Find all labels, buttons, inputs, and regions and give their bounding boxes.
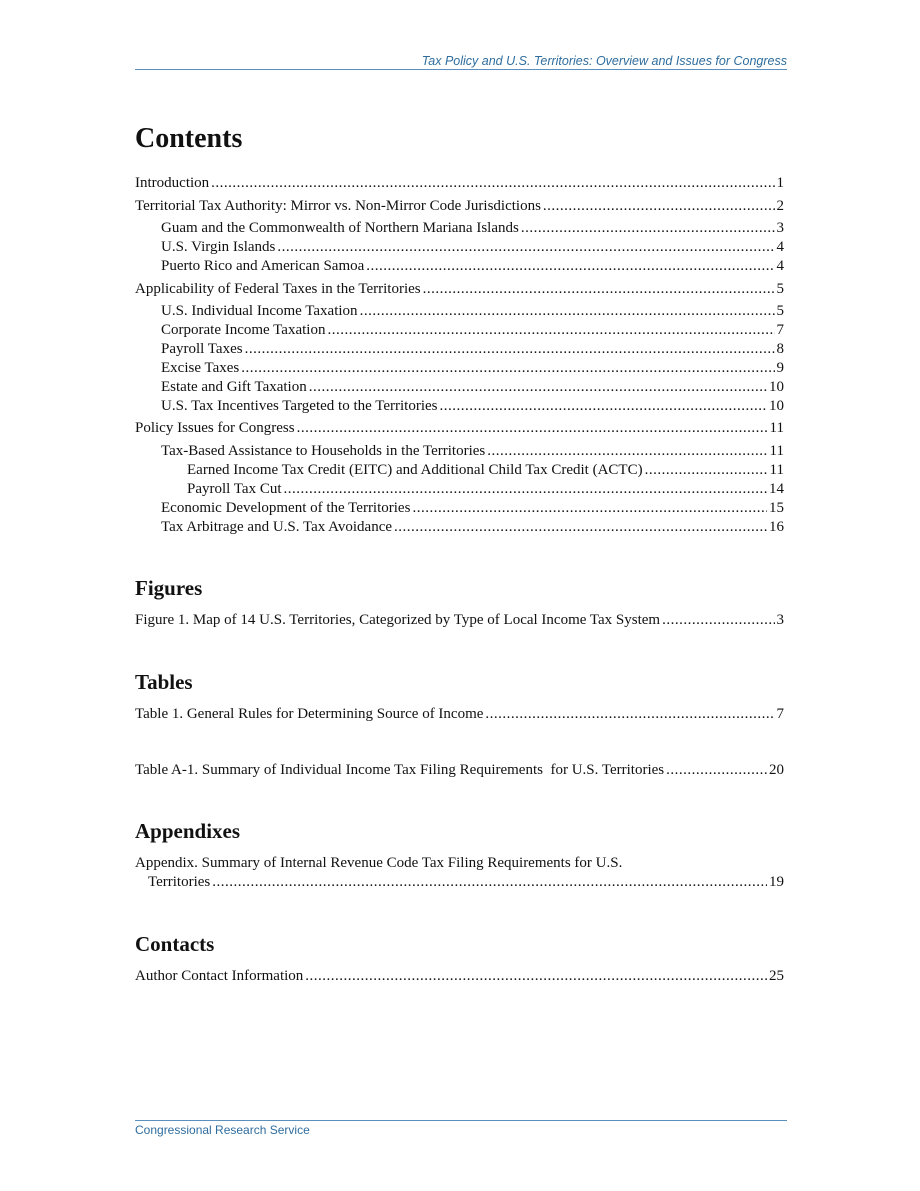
appendixes-heading: Appendixes bbox=[135, 819, 241, 843]
dot-leader bbox=[412, 499, 767, 518]
toc-entry-estate-gift[interactable] bbox=[161, 378, 784, 397]
toc-entry-label: Territories bbox=[148, 874, 211, 890]
toc-entry-label: Introduction bbox=[135, 175, 210, 191]
toc-entry-appendix[interactable] bbox=[148, 873, 784, 892]
toc-entry-page: 8 bbox=[776, 341, 784, 357]
toc-entry-label: Tax-Based Assistance to Households in the Territories bbox=[161, 443, 486, 459]
toc-entry-label: Estate and Gift Taxation bbox=[161, 379, 307, 395]
toc-entry-label: U.S. Individual Income Taxation bbox=[161, 303, 358, 319]
toc-entry-label: Earned Income Tax Credit (EITC) and Additional Child Tax Credit (ACTC) bbox=[187, 462, 643, 478]
toc-entry-appendix-line1[interactable]: Appendix. Summary of Internal Revenue Code Tax Filing Requirements for U.S. bbox=[135, 855, 623, 871]
dot-leader bbox=[241, 359, 774, 378]
toc-entry-page: 11 bbox=[769, 420, 784, 436]
dot-leader bbox=[662, 611, 774, 630]
figures-heading: Figures bbox=[135, 576, 203, 600]
toc-entry-label: U.S. Virgin Islands bbox=[161, 239, 276, 255]
toc-entry-applicability[interactable] bbox=[135, 280, 784, 299]
toc-entry-payroll-taxes[interactable] bbox=[161, 340, 784, 359]
toc-entry-puerto-rico-samoa[interactable] bbox=[161, 257, 784, 276]
footer-text: Congressional Research Service bbox=[135, 1123, 310, 1137]
toc-entry-label: Economic Development of the Territories bbox=[161, 500, 411, 516]
toc-entry-label: Applicability of Federal Taxes in the Territories bbox=[135, 281, 421, 297]
toc-entry-label: Figure 1. Map of 14 U.S. Territories, Categorized by Type of Local Income Tax System bbox=[135, 612, 661, 628]
toc-entry-eitc-actc[interactable] bbox=[187, 461, 784, 480]
toc-entry-page: 5 bbox=[776, 303, 784, 319]
toc-entry-author-contact[interactable] bbox=[135, 967, 784, 986]
dot-leader bbox=[245, 340, 775, 359]
toc-entry-policy-issues[interactable] bbox=[135, 419, 784, 438]
toc-entry-page: 5 bbox=[776, 281, 784, 297]
toc-entry-table-a1[interactable] bbox=[135, 761, 784, 780]
toc-entry-page: 4 bbox=[776, 258, 784, 274]
dot-leader bbox=[211, 174, 774, 193]
dot-leader bbox=[521, 219, 775, 238]
toc-entry-usvi[interactable] bbox=[161, 238, 784, 257]
toc-entry-page: 9 bbox=[776, 360, 784, 376]
toc-entry-tax-arbitrage[interactable] bbox=[161, 518, 784, 537]
toc-entry-label: Excise Taxes bbox=[161, 360, 240, 376]
dot-leader bbox=[543, 197, 775, 216]
toc-entry-page: 2 bbox=[776, 198, 784, 214]
toc-entry-label: Tax Arbitrage and U.S. Tax Avoidance bbox=[161, 519, 393, 535]
toc-entry-table-1[interactable] bbox=[135, 705, 784, 724]
toc-entry-label: U.S. Tax Incentives Targeted to the Territories bbox=[161, 398, 438, 414]
toc-entry-page: 1 bbox=[776, 175, 784, 191]
toc-entry-economic-development[interactable] bbox=[161, 499, 784, 518]
dot-leader bbox=[645, 461, 768, 480]
dot-leader bbox=[485, 705, 774, 724]
toc-entry-payroll-tax-cut[interactable] bbox=[187, 480, 784, 499]
toc-entry-page: 19 bbox=[769, 874, 784, 890]
toc-entry-page: 10 bbox=[769, 398, 784, 414]
running-header: Tax Policy and U.S. Territories: Overview and Issues for Congress bbox=[421, 54, 787, 68]
toc-entry-page: 3 bbox=[776, 220, 784, 236]
toc-entry-label: Corporate Income Taxation bbox=[161, 322, 326, 338]
toc-entry-page: 16 bbox=[769, 519, 784, 535]
toc-entry-page: 25 bbox=[769, 968, 784, 984]
toc-entry-label: Author Contact Information bbox=[135, 968, 304, 984]
tables-heading: Tables bbox=[135, 670, 193, 694]
toc-entry-page: 4 bbox=[776, 239, 784, 255]
toc-entry-page: 7 bbox=[776, 322, 784, 338]
toc-entry-excise-taxes[interactable] bbox=[161, 359, 784, 378]
toc-entry-label: Payroll Tax Cut bbox=[187, 481, 282, 497]
dot-leader bbox=[212, 873, 767, 892]
dot-leader bbox=[366, 257, 774, 276]
dot-leader bbox=[360, 302, 775, 321]
toc-entry-page: 14 bbox=[769, 481, 784, 497]
toc-entry-territorial-tax-authority[interactable] bbox=[135, 197, 784, 216]
toc-entry-page: 7 bbox=[776, 706, 784, 722]
toc-entry-page: 15 bbox=[769, 500, 784, 516]
dot-leader bbox=[309, 378, 767, 397]
toc-entry-page: 10 bbox=[769, 379, 784, 395]
toc-entry-tax-incentives[interactable] bbox=[161, 397, 784, 416]
contacts-heading: Contacts bbox=[135, 932, 215, 956]
toc-entry-label: Guam and the Commonwealth of Northern Mariana Islands bbox=[161, 220, 519, 236]
toc-entry-page: 3 bbox=[776, 612, 784, 628]
toc-entry-label: Territorial Tax Authority: Mirror vs. Non-Mirror Code Jurisdictions bbox=[135, 198, 541, 214]
dot-leader bbox=[327, 321, 774, 340]
toc-entry-corporate-income[interactable] bbox=[161, 321, 784, 340]
toc-entry-figure-1[interactable] bbox=[135, 611, 784, 630]
toc-entry-introduction[interactable] bbox=[135, 174, 784, 193]
toc-entry-household-assistance[interactable] bbox=[161, 442, 784, 461]
toc-entry-guam-cnmi[interactable] bbox=[161, 219, 784, 238]
toc-entry-label: Payroll Taxes bbox=[161, 341, 243, 357]
toc-entry-label: Puerto Rico and American Samoa bbox=[161, 258, 365, 274]
dot-leader bbox=[394, 518, 767, 537]
dot-leader bbox=[277, 238, 774, 257]
toc-entry-page: 11 bbox=[769, 462, 784, 478]
page-title: Contents bbox=[135, 123, 243, 154]
dot-leader bbox=[487, 442, 767, 461]
dot-leader bbox=[305, 967, 767, 986]
toc-entry-page: 11 bbox=[769, 443, 784, 459]
toc-entry-label: Table A-1. Summary of Individual Income Tax Filing Requirements for U.S. Territories bbox=[135, 762, 665, 778]
dot-leader bbox=[666, 761, 767, 780]
dot-leader bbox=[284, 480, 767, 499]
toc-entry-label: Table 1. General Rules for Determining Source of Income bbox=[135, 706, 484, 722]
toc-entry-label: Policy Issues for Congress bbox=[135, 420, 295, 436]
toc-entry-page: 20 bbox=[769, 762, 784, 778]
dot-leader bbox=[297, 419, 768, 438]
dot-leader bbox=[440, 397, 767, 416]
toc-entry-individual-income[interactable] bbox=[161, 302, 784, 321]
footer-rule bbox=[135, 1120, 787, 1121]
dot-leader bbox=[423, 280, 775, 299]
header-rule bbox=[135, 69, 787, 70]
